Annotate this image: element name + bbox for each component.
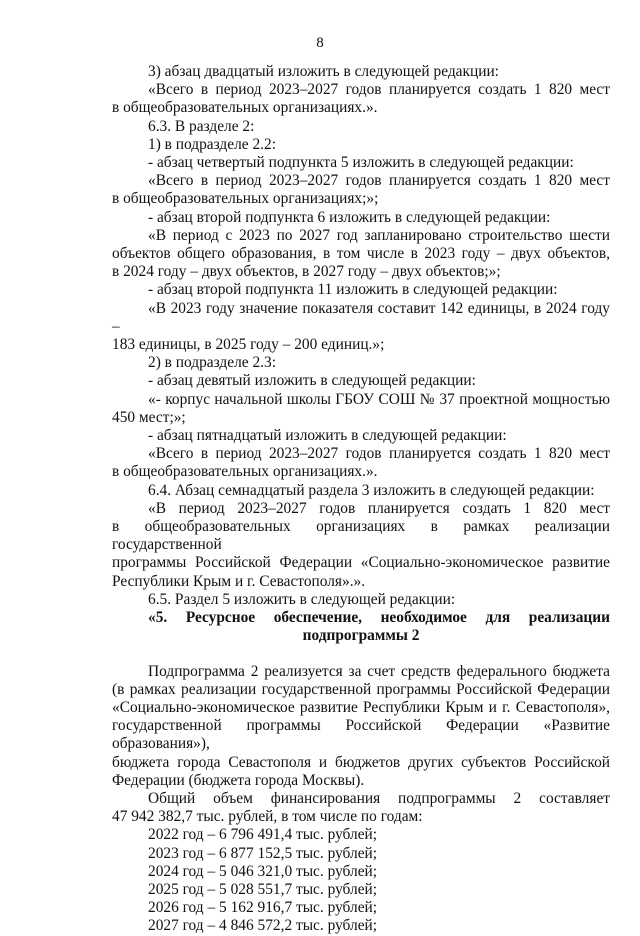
text-line: объектов общего образования, в том числе в 2023 году – двух объектов, bbox=[112, 245, 610, 263]
text-line: 2) в подразделе 2.3: bbox=[148, 354, 276, 372]
text-line: - абзац девятый изложить в следующей редакции: bbox=[148, 372, 476, 390]
text-line: 6.4. Абзац семнадцатый раздела 3 изложить в следующей редакции: bbox=[148, 481, 595, 499]
text-line: «Всего в период 2023–2027 годов планируется создать 1 820 мест bbox=[148, 81, 610, 99]
text-line: (в рамках реализации государственной программы Российской Федерации bbox=[112, 680, 610, 698]
text-line: «- корпус начальной школы ГБОУ СОШ № 37 проектной мощностью bbox=[148, 390, 610, 408]
text-line: - абзац четвертый подпункта 5 изложить в следующей редакции: bbox=[148, 154, 574, 172]
funding-year-line: 2026 год – 5 162 916,7 тыс. рублей; bbox=[148, 899, 378, 917]
text-line: в общеобразовательных организациях.». bbox=[112, 463, 378, 481]
spacer bbox=[112, 646, 610, 663]
text-line: Республики Крым и г. Севастополя».». bbox=[112, 572, 366, 590]
text-line: 6.5. Раздел 5 изложить в следующей редакции: bbox=[148, 590, 456, 608]
text-line: «В период с 2023 по 2027 год запланировано строительство шести bbox=[148, 226, 610, 244]
text-line: 450 мест;»; bbox=[112, 408, 186, 426]
text-line: в общеобразовательных организациях.». bbox=[112, 99, 378, 117]
text-line: в общеобразовательных организациях;»; bbox=[112, 190, 379, 208]
funding-year-line: 2023 год – 6 877 152,5 тыс. рублей; bbox=[148, 844, 378, 862]
section-heading: «5. Ресурсное обеспечение, необходимое для реализации bbox=[148, 609, 610, 627]
text-line: «В 2023 году значение показателя составит 142 единицы, в 2024 году – bbox=[112, 299, 610, 335]
text-line: Общий объем финансирования подпрограммы 2 составляет bbox=[148, 789, 610, 807]
text-line: - абзац пятнадцатый изложить в следующей редакции: bbox=[148, 427, 507, 445]
page-number: 8 bbox=[316, 35, 324, 51]
text-line: государственной программы Российской Федерации «Развитие образования»), bbox=[112, 717, 610, 753]
text-line: - абзац второй подпункта 11 изложить в следующей редакции: bbox=[148, 281, 558, 299]
funding-year-line: 2025 год – 5 028 551,7 тыс. рублей; bbox=[148, 880, 378, 898]
text-line: Подпрограмма 2 реализуется за счет средств федерального бюджета bbox=[148, 662, 610, 680]
funding-year-line: 2022 год – 6 796 491,4 тыс. рублей; bbox=[148, 826, 378, 844]
text-line: Федерации (бюджета города Москвы). bbox=[112, 771, 365, 789]
text-line: 183 единицы, в 2025 году – 200 единиц.»; bbox=[112, 336, 385, 354]
text-line: 3) абзац двадцатый изложить в следующей редакции: bbox=[148, 63, 499, 80]
text-line: в 2024 году – двух объектов, в 2027 году – двух объектов;»; bbox=[112, 263, 501, 281]
text-line: «Всего в период 2023–2027 годов планируется создать 1 820 мест bbox=[148, 445, 610, 463]
text-line: программы Российской Федерации «Социально-экономическое развитие bbox=[112, 554, 610, 572]
text-line: бюджета города Севастополя и бюджетов других субъектов Российской bbox=[112, 753, 610, 771]
section-heading-continued: подпрограммы 2 bbox=[302, 627, 420, 645]
text-line: «В период 2023–2027 годов планируется создать 1 820 мест bbox=[148, 499, 610, 517]
funding-year-line: 2027 год – 4 846 572,2 тыс. рублей; bbox=[148, 917, 378, 935]
text-line: 47 942 382,7 тыс. рублей, в том числе по годам: bbox=[112, 808, 423, 826]
funding-year-line: 2024 год – 5 046 321,0 тыс. рублей; bbox=[148, 862, 378, 880]
text-line: «Социально-экономическое развитие Республики Крым и г. Севастополя», bbox=[112, 698, 610, 716]
text-line: «Всего в период 2023–2027 годов планируется создать 1 820 мест bbox=[148, 172, 610, 190]
text-line: 1) в подразделе 2.2: bbox=[148, 135, 276, 153]
text-line: 6.3. В разделе 2: bbox=[148, 117, 255, 135]
document-body bbox=[112, 63, 610, 936]
text-line: - абзац второй подпункта 6 изложить в следующей редакции: bbox=[148, 208, 551, 226]
text-line: в общеобразовательных организациях в рамках реализации государственной bbox=[112, 518, 610, 554]
